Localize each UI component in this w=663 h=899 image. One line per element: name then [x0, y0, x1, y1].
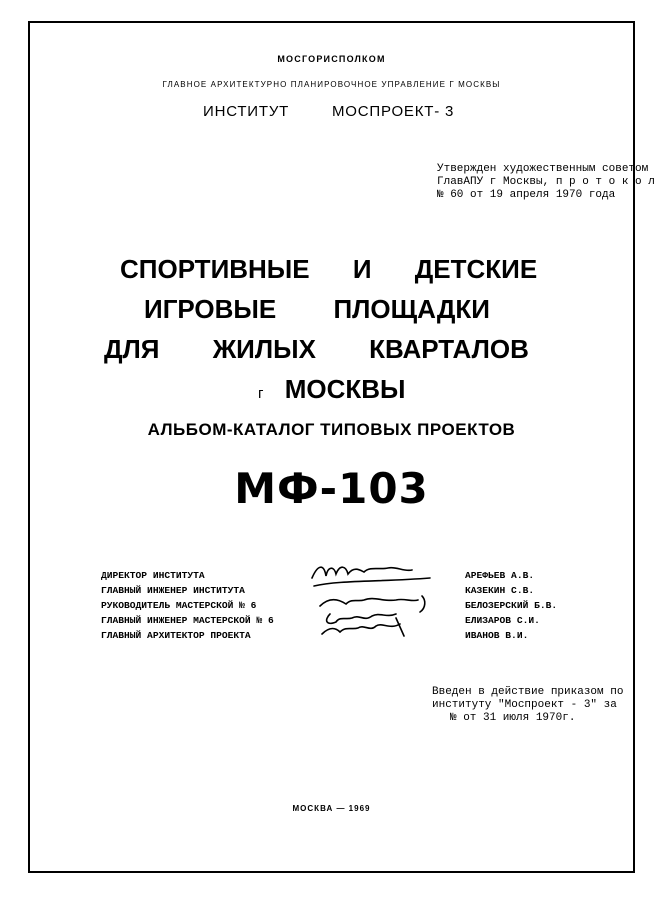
title-line-2: ИГРОВЫЕ ПЛОЩАДКИ — [144, 294, 490, 324]
enactment-note — [432, 686, 623, 725]
staff-name: АРЕФЬЕВ А.В. — [465, 570, 535, 581]
enactment-line-2: институту "Моспроект - 3" за — [432, 699, 617, 711]
enactment-line-3: № от 31 июля 1970г. — [450, 712, 576, 724]
staff-name: КАЗЕКИН С.В. — [465, 585, 535, 596]
project-code: МФ-103 — [234, 464, 429, 513]
staff-names — [465, 568, 557, 643]
enactment-line-1: Введен в действие приказом по — [432, 686, 624, 698]
signatures-image — [300, 556, 460, 646]
title-line-3: ДЛЯ ЖИЛЫХ КВАРТАЛОВ — [104, 334, 529, 364]
staff-position: ГЛАВНЫЙ ИНЖЕНЕР ИНСТИТУТА — [101, 585, 245, 596]
approval-line-2: ГлавАПУ г Москвы, п р о т о к о л — [437, 176, 655, 188]
institute-label: ИНСТИТУТ — [203, 103, 290, 120]
staff-name: ИВАНОВ В.И. — [465, 630, 529, 641]
approval-line-1: Утвержден художественным советом — [437, 163, 649, 175]
title-line-1: СПОРТИВНЫЕ И ДЕТСКИЕ — [120, 254, 538, 284]
subtitle: АЛЬБОМ-КАТАЛОГ ТИПОВЫХ ПРОЕКТОВ — [147, 420, 516, 439]
approval-note — [437, 163, 655, 202]
footer-place-year: МОСКВА — 1969 — [292, 804, 371, 813]
staff-positions — [101, 568, 274, 643]
page-border — [28, 21, 635, 873]
org-name: МОСГОРИСПОЛКОМ — [277, 54, 386, 64]
staff-position: ГЛАВНЫЙ АРХИТЕКТОР ПРОЕКТА — [101, 630, 251, 641]
staff-position: ГЛАВНЫЙ ИНЖЕНЕР МАСТЕРСКОЙ № 6 — [101, 615, 274, 626]
institute-name: МОСПРОЕКТ- 3 — [332, 103, 455, 120]
staff-position: ДИРЕКТОР ИНСТИТУТА — [101, 570, 205, 581]
staff-position: РУКОВОДИТЕЛЬ МАСТЕРСКОЙ № 6 — [101, 600, 257, 611]
approval-line-3: № 60 от 19 апреля 1970 года — [437, 189, 616, 201]
staff-name: ЕЛИЗАРОВ С.И. — [465, 615, 540, 626]
staff-name: БЕЛОЗЕРСКИЙ Б.В. — [465, 600, 558, 611]
department-name: ГЛАВНОЕ АРХИТЕКТУРНО ПЛАНИРОВОЧНОЕ УПРАВЛЕНИЕ Г МОСКВЫ — [162, 80, 501, 89]
title-line-4: г МОСКВЫ — [258, 374, 406, 404]
